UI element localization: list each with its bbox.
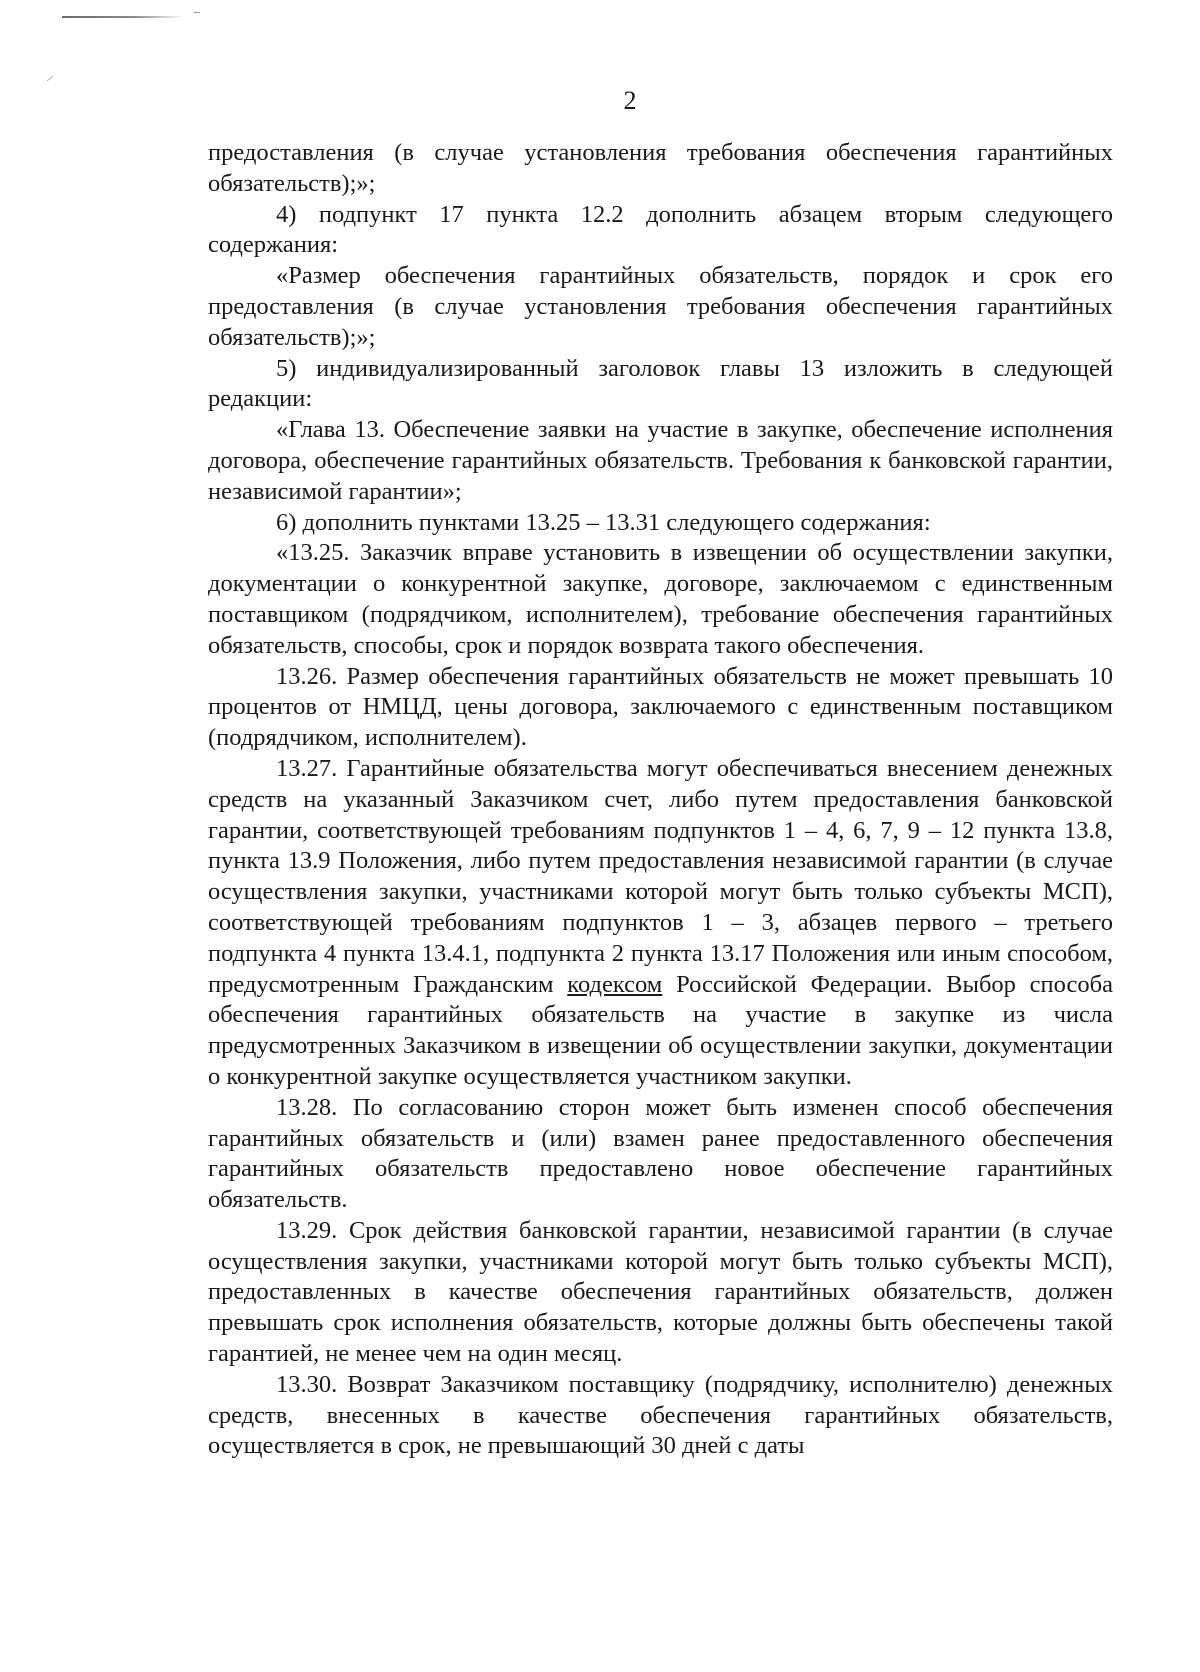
- paragraph-continuation: предоставления (в случае установления требования обеспечения гарантийных обязательств);»;: [208, 139, 1113, 197]
- paragraph-item-4-quote: «Размер обеспечения гарантийных обязательств, порядок и срок его предоставления (в случае установления требования обеспечения гарантийных обязательств);»;: [208, 262, 1113, 351]
- paragraph-13-27-start: 13.27. Гарантийные обязательства могут обеспечиваться внесением денежных средств на указанный Заказчиком счет, либо путем предоставления банковской гарантии, соответствующей требованиям подпунктов 1 – 4, 6, 7, 9 – 12 пункта 13.8, пункта 13.9 Положения, либо путем предоставления независимой гарантии (в случае осуществления закупки, участниками которой могут быть только субъекты МСП), соответствующей требованиям подпунктов 1 – 3, абзацев первого – третьего подпункта 4 пункта 13.4.1, подпункта 2 пункта 13.17 Положения или иным способом, предусмотренным Гражданским: [208, 754, 1113, 998]
- paragraph-13-29: 13.29. Срок действия банковской гарантии, независимой гарантии (в случае осуществления закупки, участниками которой могут быть только субъекты МСП), предоставленных в качестве обеспечения гарантийных обязательств, должен превышать срок исполнения обязательств, которые должны быть обеспечены такой гарантией, не менее чем на один месяц.: [208, 1216, 1113, 1368]
- paragraph-chapter-heading-quote: «Глава 13. Обеспечение заявки на участие в закупке, обеспечение исполнения договора, обеспечение гарантийных обязательств. Требования к банковской гарантии, независимой гарантии»;: [208, 416, 1113, 505]
- civil-code-link[interactable]: кодексом: [567, 970, 663, 998]
- paragraph-item-6: 6) дополнить пунктами 13.25 – 13.31 следующего содержания:: [276, 508, 931, 536]
- paragraph-13-30: 13.30. Возврат Заказчиком поставщику (подрядчику, исполнителю) денежных средств, внесенных в качестве обеспечения гарантийных обязательств, осуществляется в срок, не превышающий 30 дней с даты: [208, 1370, 1113, 1460]
- document-body: [208, 138, 1113, 1462]
- paragraph-13-28: 13.28. По согласованию сторон может быть изменен способ обеспечения гарантийных обязательств и (или) взамен ранее предоставленного обеспечения гарантийных обязательств предоставлено новое обеспечение гарантийных обязательств.: [208, 1093, 1113, 1214]
- paragraph-item-5: 5) индивидуализированный заголовок главы 13 изложить в следующей редакции:: [208, 354, 1113, 413]
- paragraph-13-27-end: Российской Федерации. Выбор способа обеспечения гарантийных обязательств на участие в закупке из числа предусмотренных Заказчиком в извещении об осуществлении закупки, документации о конкурентной закупке осуществляется участником закупки.: [208, 970, 1113, 1090]
- page-number: 2: [623, 86, 637, 115]
- paragraph-item-4: 4) подпункт 17 пункта 12.2 дополнить абзацем вторым следующего содержания:: [208, 200, 1113, 259]
- scan-artifact-speck: [47, 76, 54, 82]
- scan-artifact-dot: [194, 12, 200, 13]
- paragraph-13-25: «13.25. Заказчик вправе установить в извещении об осуществлении закупки, документации о конкурентной закупке, договоре, заключаемом с единственным поставщиком (подрядчиком, исполнителем), требование обеспечения гарантийных обязательств, способы, срок и порядок возврата такого обеспечения.: [208, 539, 1113, 659]
- scan-artifact-line: [62, 16, 184, 18]
- paragraph-13-27: [208, 754, 1113, 1093]
- paragraph-13-26: 13.26. Размер обеспечения гарантийных обязательств не может превышать 10 процентов от НМЦД, цены договора, заключаемого с единственным поставщиком (подрядчиком, исполнителем).: [208, 662, 1113, 752]
